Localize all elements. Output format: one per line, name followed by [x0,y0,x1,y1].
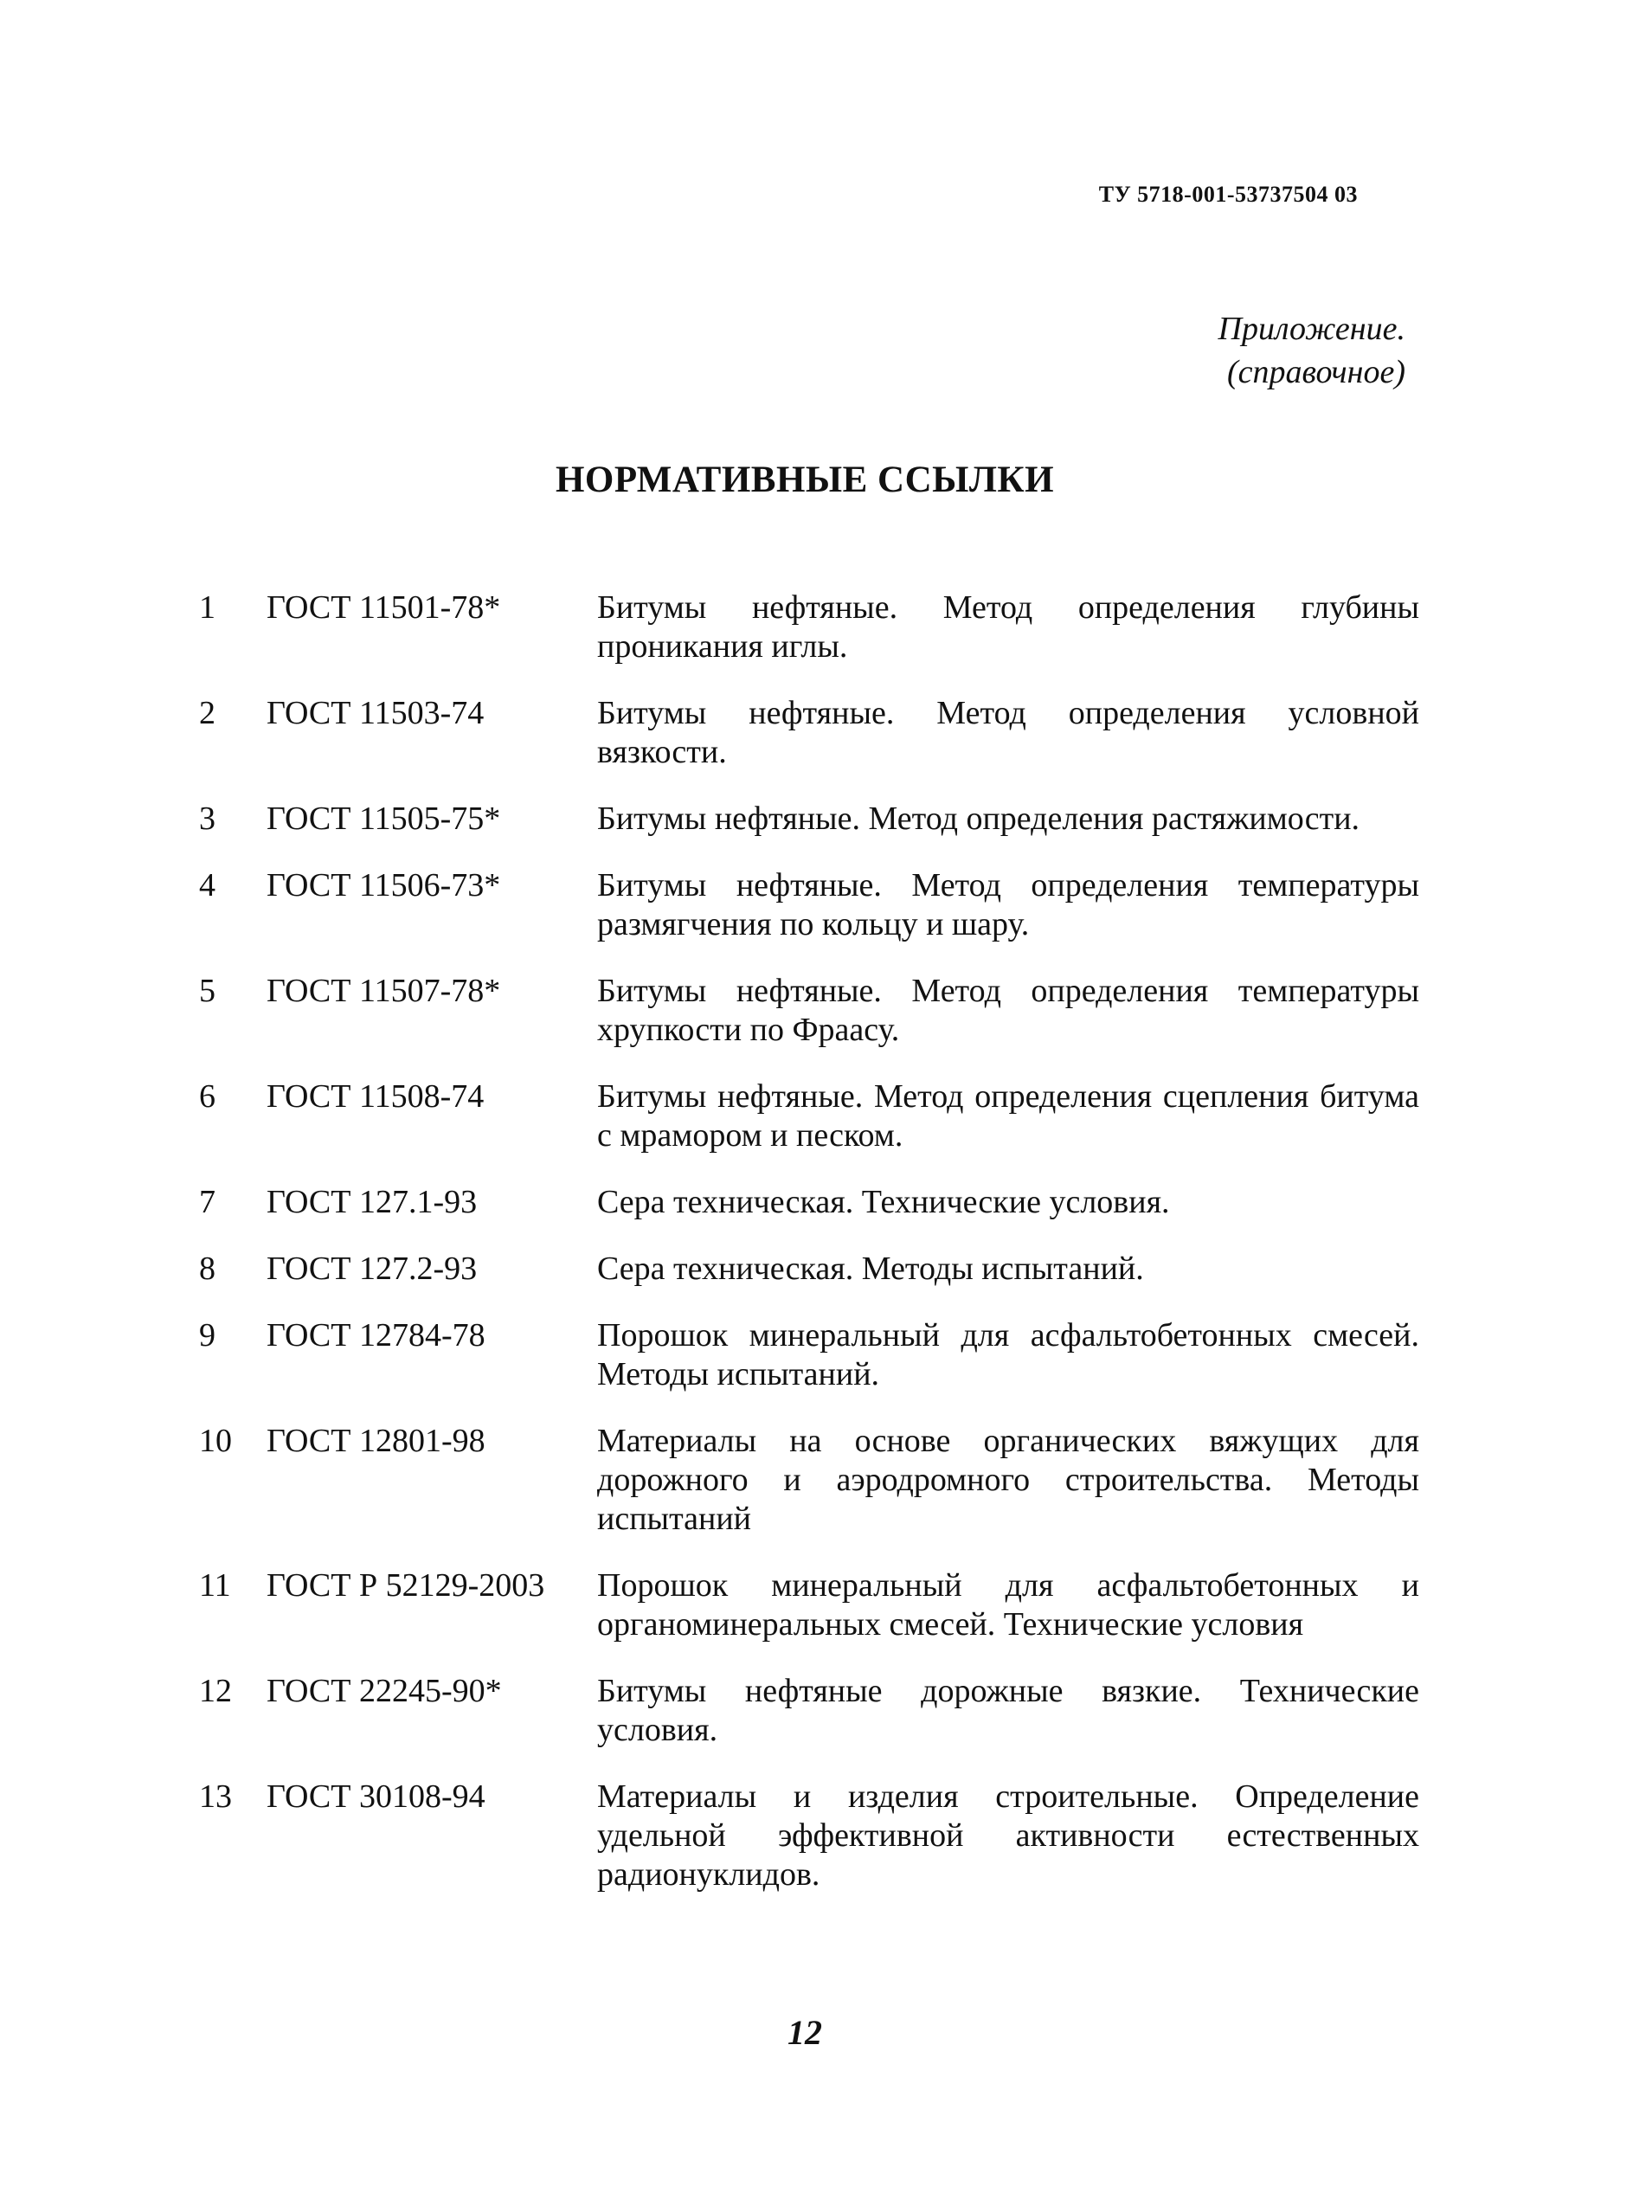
appendix-label [1218,307,1405,394]
reference-code: ГОСТ 11501-78* [267,589,501,626]
reference-code: ГОСТ 11508-74 [267,1078,485,1115]
reference-code: ГОСТ 11503-74 [267,695,485,731]
page-number: 12 [787,2013,822,2052]
reference-number: 5 [199,973,215,1009]
reference-number: 2 [199,695,215,731]
reference-description: Порошок минеральный для асфальтобетонных смесей. Методы испытаний. [597,1317,1419,1392]
page-title: НОРМАТИВНЫЕ ССЫЛКИ [555,460,1055,500]
reference-code: ГОСТ 127.2-93 [267,1251,478,1287]
reference-number: 7 [199,1184,215,1220]
reference-code: ГОСТ 22245-90* [267,1673,502,1709]
document-code: ТУ 5718-001-53737504 03 [1098,182,1358,207]
reference-description: Битумы нефтяные. Метод определения условной вязкости. [597,695,1419,770]
reference-item [0,800,1652,839]
reference-description: Битумы нефтяные. Метод определения глубины проникания иглы. [597,589,1419,665]
reference-item [0,866,1652,944]
references-list [0,588,1652,1894]
reference-number: 13 [199,1778,232,1815]
reference-number: 8 [199,1251,215,1287]
reference-description: Битумы нефтяные. Метод определения температуры хрупкости по Фраасу. [597,973,1419,1048]
reference-item [0,1566,1652,1644]
reference-code: ГОСТ 12801-98 [267,1423,485,1459]
reference-number: 3 [199,801,215,837]
reference-description: Битумы нефтяные. Метод определения температуры размягчения по кольцу и шару. [597,867,1419,942]
reference-code: ГОСТ Р 52129-2003 [267,1567,545,1604]
reference-description: Порошок минеральный для асфальтобетонных и органоминеральных смесей. Технические условия [597,1567,1419,1643]
reference-code: ГОСТ 30108-94 [267,1778,485,1815]
reference-number: 11 [199,1567,231,1604]
appendix-type: (справочное) [1226,354,1405,390]
reference-item [0,588,1652,666]
reference-number: 4 [199,867,215,903]
reference-description: Материалы и изделия строительные. Определение удельной эффективной активности естественных радионуклидов. [597,1778,1419,1893]
reference-number: 6 [199,1078,215,1115]
reference-item [0,1778,1652,1894]
reference-number: 1 [199,589,215,626]
reference-description: Сера техническая. Методы испытаний. [597,1251,1144,1287]
reference-number: 12 [199,1673,232,1709]
reference-number: 10 [199,1423,232,1459]
appendix-title: Приложение. [1218,311,1405,347]
reference-item [0,1183,1652,1222]
reference-item [0,1316,1652,1394]
reference-item [0,1672,1652,1750]
reference-item [0,972,1652,1050]
reference-description: Битумы нефтяные. Метод определения сцепления битума с мрамором и песком. [597,1078,1419,1154]
reference-item [0,694,1652,772]
reference-code: ГОСТ 11505-75* [267,801,501,837]
reference-item [0,1077,1652,1155]
reference-number: 9 [199,1317,215,1354]
reference-item [0,1422,1652,1539]
reference-code: ГОСТ 11506-73* [267,867,501,903]
reference-description: Битумы нефтяные. Метод определения растяжимости. [597,801,1360,837]
reference-code: ГОСТ 11507-78* [267,973,501,1009]
reference-description: Сера техническая. Технические условия. [597,1184,1170,1220]
reference-code: ГОСТ 12784-78 [267,1317,485,1354]
reference-description: Материалы на основе органических вяжущих для дорожного и аэродромного строительства. Методы испытаний [597,1423,1419,1537]
reference-description: Битумы нефтяные дорожные вязкие. Технические условия. [597,1673,1419,1748]
reference-code: ГОСТ 127.1-93 [267,1184,478,1220]
reference-item [0,1250,1652,1289]
